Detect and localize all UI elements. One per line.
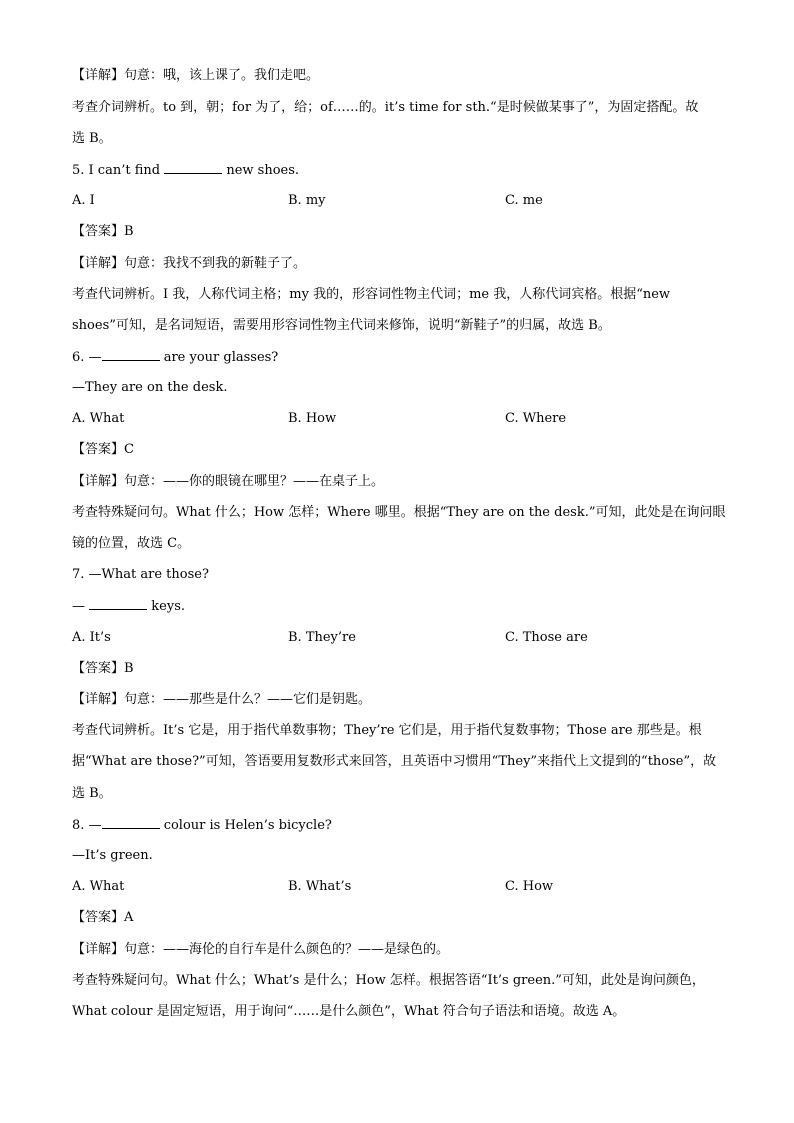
- q5-answer: 【答案】B: [72, 224, 134, 239]
- q5-blank: [164, 162, 222, 174]
- q8-blank: [102, 817, 160, 829]
- q6-analysis-line-2: 镜的位置，故选 C。: [72, 536, 191, 551]
- q7-analysis-line-3: 选 B。: [72, 786, 112, 801]
- q5-option-a: A. I: [72, 193, 95, 208]
- q5-stem-post: new shoes.: [226, 163, 300, 178]
- q7-detail: 【详解】句意：——那些是什么？——它们是钥匙。: [72, 692, 372, 707]
- q7-blank: [89, 598, 147, 610]
- q5-detail: 【详解】句意：我找不到我的新鞋子了。: [72, 256, 307, 271]
- q6-option-b: B. How: [288, 411, 337, 426]
- q6-detail: 【详解】句意：——你的眼镜在哪里？——在桌子上。: [72, 474, 385, 489]
- q6-stem-pre: 6. —: [72, 350, 102, 365]
- q8-answer: 【答案】A: [72, 910, 134, 925]
- q8-stem: [72, 817, 332, 834]
- q8-stem-pre: 8. —: [72, 818, 102, 833]
- q7-reply-pre: —: [72, 599, 85, 614]
- q7-analysis-line-1: 考查代词辨析。It’s 它是，用于指代单数事物；They’re 它们是，用于指代复数事物；Those are 那些是。根: [72, 723, 702, 738]
- q7-analysis-line-2: 据“What are those?”可知，答语要用复数形式来回答，且英语中习惯用“They”来指代上文提到的“those”，故: [72, 754, 717, 769]
- q6-stem: [72, 349, 278, 366]
- q6-blank: [102, 349, 160, 361]
- q4-analysis-line-1: 考查介词辨析。to 到，朝；for 为了，给；of……的。it’s time for sth.“是时候做某事了”，为固定搭配。故: [72, 100, 699, 115]
- q6-stem-post: are your glasses?: [163, 350, 279, 365]
- q5-analysis-line-2: shoes”可知，是名词短语，需要用形容词性物主代词来修饰，说明“新鞋子”的归属，故选 B。: [72, 318, 611, 333]
- q5-option-c: C. me: [505, 193, 543, 208]
- q7-option-a: A. It’s: [72, 630, 111, 645]
- q4-detail: 【详解】句意：哦，该上课了。我们走吧。: [72, 68, 320, 83]
- q5-stem: [72, 162, 299, 179]
- q8-analysis-line-2: What colour 是固定短语，用于询问“……是什么颜色”，What 符合句子语法和语境。故选 A。: [72, 1004, 626, 1019]
- q8-option-b: B. What’s: [288, 879, 352, 894]
- q7-reply: [72, 598, 185, 615]
- q6-reply: —They are on the desk.: [72, 380, 228, 395]
- q7-option-c: C. Those are: [505, 630, 588, 645]
- q6-answer: 【答案】C: [72, 442, 134, 457]
- q8-option-c: C. How: [505, 879, 554, 894]
- q7-option-b: B. They’re: [288, 630, 356, 645]
- q8-option-a: A. What: [72, 879, 125, 894]
- q8-analysis-line-1: 考查特殊疑问句。What 什么；What’s 是什么；How 怎样。根据答语“It’s green.”可知，此处是询问颜色，: [72, 973, 705, 988]
- q7-stem: 7. —What are those?: [72, 567, 209, 582]
- q5-analysis-line-1: 考查代词辨析。I 我，人称代词主格；my 我的，形容词性物主代词；me 我，人称代词宾格。根据“new: [72, 287, 671, 302]
- q6-analysis-line-1: 考查特殊疑问句。What 什么；How 怎样；Where 哪里。根据“They are on the desk.”可知，此处是在询问眼: [72, 505, 726, 520]
- q7-reply-post: keys.: [151, 599, 185, 614]
- q5-stem-pre: 5. I can’t find: [72, 163, 161, 178]
- q6-option-a: A. What: [72, 411, 125, 426]
- q8-reply: —It’s green.: [72, 848, 153, 863]
- q5-option-b: B. my: [288, 193, 326, 208]
- q6-option-c: C. Where: [505, 411, 567, 426]
- q4-analysis-line-2: 选 B。: [72, 131, 112, 146]
- q8-detail: 【详解】句意：——海伦的自行车是什么颜色的？——是绿色的。: [72, 942, 450, 957]
- q8-stem-post: colour is Helen’s bicycle?: [163, 818, 332, 833]
- q7-answer: 【答案】B: [72, 661, 134, 676]
